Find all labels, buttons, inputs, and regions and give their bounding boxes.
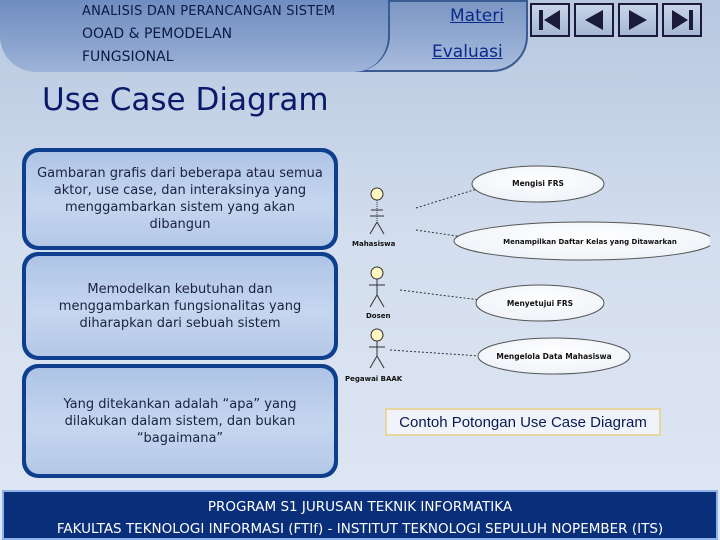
association-line [400,290,480,300]
usecase-label-menyetujui-frs: Menyetujui FRS [506,299,574,308]
header-title-panel [0,0,390,72]
purpose-card-text: Memodelkan kebutuhan dan menggambarkan fungsionalitas yang diharapkan dari sebuah sistem [26,256,334,356]
footer-program: PROGRAM S1 JURUSAN TEKNIK INFORMATIKA [207,499,513,515]
slide-title: Use Case Diagram [42,82,329,118]
usecase-label-mengisi-frs: Mengisi FRS [512,179,564,188]
actor-label-pegawai-baak: Pegawai BAAK [345,375,403,383]
use-case-diagram [340,160,710,390]
evaluasi-link[interactable]: Evaluasi [432,42,503,62]
header-topic-line1: OOAD & PEMODELAN [82,26,233,42]
purpose-card [22,252,338,360]
actor-label-dosen: Dosen [366,312,391,320]
first-slide-button[interactable] [530,3,570,37]
definition-card-text: Gambaran grafis dari beberapa atau semua aktor, use case, dan interaksinya yang menggambarkan sistem yang akan dibangun [26,152,334,246]
actor-pegawai-baak [369,329,385,368]
last-icon [668,8,696,32]
actor-mahasiswa [370,188,384,234]
last-slide-button[interactable] [662,3,702,37]
actor-dosen [369,267,385,307]
association-line [416,188,480,208]
next-icon [624,8,652,32]
emphasis-card [22,364,338,478]
emphasis-card-text: Yang ditekankan adalah “apa” yang dilakukan dalam sistem, dan bukan “bagaimana” [26,368,334,474]
previous-slide-button[interactable] [574,3,614,37]
diagram-caption: Contoh Potongan Use Case Diagram [385,408,661,436]
actor-label-mahasiswa: Mahasiswa [352,240,396,248]
footer-banner [2,490,718,540]
header-topic-line2: FUNGSIONAL [82,49,174,65]
header-course-title: ANALISIS DAN PERANCANGAN SISTEM [82,4,336,19]
first-icon [536,8,564,32]
materi-link[interactable]: Materi [450,6,504,26]
previous-icon [580,8,608,32]
association-line [390,350,480,356]
usecase-label-mengelola-data-mahasiswa: Mengelola Data Mahasiswa [496,352,612,361]
footer-institution: FAKULTAS TEKNOLOGI INFORMASI (FTIf) - INSTITUT TEKNOLOGI SEPULUH NOPEMBER (ITS) [56,521,664,537]
next-slide-button[interactable] [618,3,658,37]
usecase-label-menampilkan-daftar-kelas: Menampilkan Daftar Kelas yang Ditawarkan [503,238,677,246]
definition-card [22,148,338,250]
